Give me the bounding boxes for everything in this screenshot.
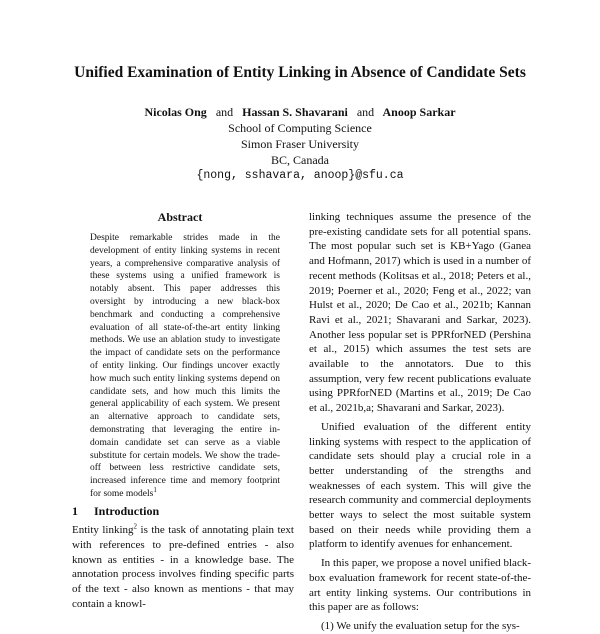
author-conjunction: and — [356, 105, 375, 119]
affiliation-line: BC, Canada — [271, 153, 329, 167]
section-heading-introduction — [72, 504, 159, 519]
section-number: 1 — [72, 504, 78, 518]
intro-text: is the task of annotating plain text with references to pre-defined entries - also known as entities - in a knowledge base. The annotation process involves finding specific parts of the text - also known as mentions - that may contain a knowl- — [72, 524, 294, 610]
footnote-marker[interactable]: 2 — [133, 522, 138, 531]
author-block — [0, 104, 600, 184]
footnote-marker[interactable]: 1 — [153, 485, 157, 494]
affiliation-line: School of Computing Science — [228, 121, 372, 135]
intro-text: Entity linking — [72, 524, 134, 536]
affiliation-line: Simon Fraser University — [241, 137, 359, 151]
introduction-body — [72, 523, 294, 612]
abstract-text: Despite remarkable strides made in the development of entity linking systems in recent years, a comprehensive comparative analysis of these systems using a unified framework is notably absent. This paper addresses this oversight by introducing a new black-box benchmark and conducting a comprehensive evaluation of all state-of-the-art entity linking methods. We use an ablation study to investigate the impact of candidate sets on the performance of entity linking. Our findings uncover exactly how much such entity linking systems depend on candidate sets, and how much this limits the general applicability of each system. We present an alternative approach to candidate sets, demonstrating that leveraging the entire in-domain candidate set can serve as a viable substitute for certain models. We show the trade-off between less restrictive candidate sets, increased inference time and memory footprint for some models — [90, 233, 280, 499]
abstract-body — [90, 232, 280, 501]
paragraph: (1) We unify the evaluation setup for the sys- — [321, 619, 520, 632]
paragraph: linking techniques assume the presence of the pre-existing candidate sets for all potential spans. The most popular such set is KB+Yago (Ganea and Hofmann, 2017) which is used in a number of recent methods (Kolitsas et al., 2018; Peters et al., 2019; Poerner et al., 2020; Feng et al., 2022; van Hulst et al., 2020; De Cao et al., 2021b; Kannan Ravi et al., 2021; Shavarani and Sarkar, 2023). Another less popular set is PPRforNED (Pershina et al., 2015) which assumes the test sets are available to the annotators. Due to this assumption, very few recent publications evaluate using PPRforNED (Martins et al., 2019; De Cao et al., 2021b,a; Shavarani and Sarkar, 2023). — [309, 211, 531, 415]
author-name: Nicolas Ong — [144, 105, 207, 119]
author-name: Hassan S. Shavarani — [242, 105, 348, 119]
right-column — [309, 210, 531, 634]
paragraph: Unified evaluation of the different entity linking systems with respect to the application of candidate sets should play a crucial role in a better understanding of the strengths and weaknesses of each system. This will give the research community and commercial deployments better ways to select the most suitable system based on their needs while providing them a platform to identify avenues for enhancement. — [309, 420, 531, 551]
section-title: Introduction — [94, 504, 160, 518]
author-conjunction: and — [215, 105, 234, 119]
paper-title: Unified Examination of Entity Linking in Absence of Candidate Sets — [74, 64, 526, 81]
author-names — [0, 104, 600, 120]
author-name: Anoop Sarkar — [382, 105, 456, 119]
author-email[interactable]: {nong, sshavara, anoop}@sfu.ca — [196, 169, 404, 182]
paragraph: In this paper, we propose a novel unified black-box evaluation framework for recent state-of-the-art entity linking systems. Our contributions in this paper are as follows: — [309, 557, 531, 614]
abstract-heading: Abstract — [157, 210, 203, 224]
